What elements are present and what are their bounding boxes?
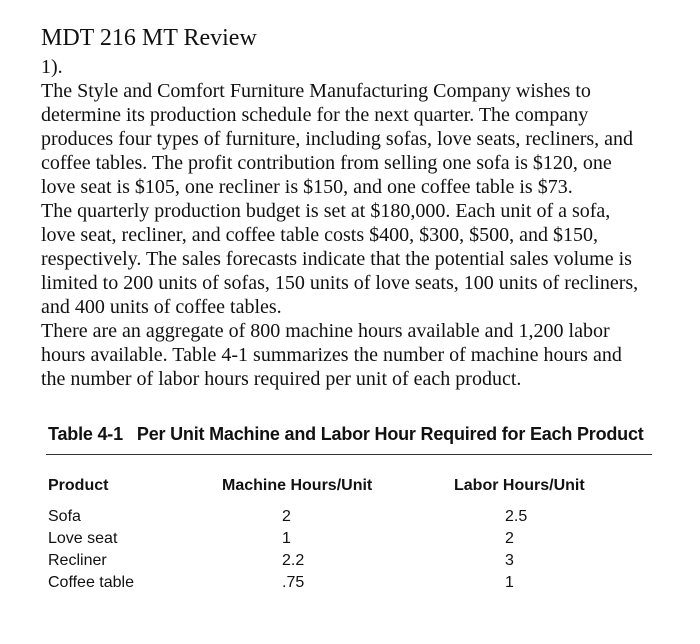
paragraph-line: limited to 200 units of sofas, 150 units of love seats, 100 units of recliners, — [41, 272, 639, 294]
paragraph-line: produces four types of furniture, including sofas, love seats, recliners, and — [41, 128, 634, 150]
document-heading: MDT 216 MT Review — [41, 25, 257, 51]
paragraph-line: There are an aggregate of 800 machine hours available and 1,200 labor — [41, 320, 610, 342]
table-caption-rule — [46, 454, 652, 455]
paragraph-line: coffee tables. The profit contribution from selling one sofa is $120, one — [41, 152, 612, 174]
table-cell-product: Sofa — [48, 508, 81, 525]
paragraph-line: determine its production schedule for the next quarter. The company — [41, 104, 589, 126]
problem-paragraph-2 — [41, 199, 681, 319]
column-header-machine-hours: Machine Hours/Unit — [222, 477, 373, 494]
problem-paragraph-1 — [41, 79, 681, 199]
table-number: Table 4-1 — [48, 424, 123, 444]
table-cell-machine-hours: 2.2 — [282, 552, 305, 569]
table-cell-machine-hours: 2 — [282, 508, 291, 525]
paragraph-line: love seat, recliner, and coffee table costs $400, $300, $500, and $150, — [41, 224, 599, 246]
table-cell-labor-hours: 3 — [505, 552, 514, 569]
paragraph-line: respectively. The sales forecasts indicate that the potential sales volume is — [41, 248, 632, 270]
table-cell-product: Love seat — [48, 530, 118, 547]
table-cell-machine-hours: 1 — [282, 530, 291, 547]
table-cell-labor-hours: 2.5 — [505, 508, 528, 525]
paragraph-line: the number of labor hours required per unit of each product. — [41, 368, 522, 390]
table-cell-machine-hours: .75 — [282, 574, 305, 591]
paragraph-line: love seat is $105, one recliner is $150, and one coffee table is $73. — [41, 176, 573, 198]
column-header-product: Product — [48, 477, 109, 494]
problem-paragraph-3 — [41, 319, 681, 391]
table-cell-product: Coffee table — [48, 574, 134, 591]
paragraph-line: The Style and Comfort Furniture Manufacturing Company wishes to — [41, 80, 591, 102]
table-title: Per Unit Machine and Labor Hour Required for Each Product — [136, 424, 644, 444]
paragraph-line: The quarterly production budget is set at $180,000. Each unit of a sofa, — [41, 200, 611, 222]
table-cell-labor-hours: 1 — [505, 574, 514, 591]
paragraph-line: and 400 units of coffee tables. — [41, 296, 282, 318]
question-number: 1). — [41, 56, 63, 78]
table-cell-labor-hours: 2 — [505, 530, 514, 547]
column-header-labor-hours: Labor Hours/Unit — [454, 477, 585, 494]
table-cell-product: Recliner — [48, 552, 107, 569]
table-caption — [48, 424, 644, 445]
paragraph-line: hours available. Table 4-1 summarizes the number of machine hours and — [41, 344, 622, 366]
